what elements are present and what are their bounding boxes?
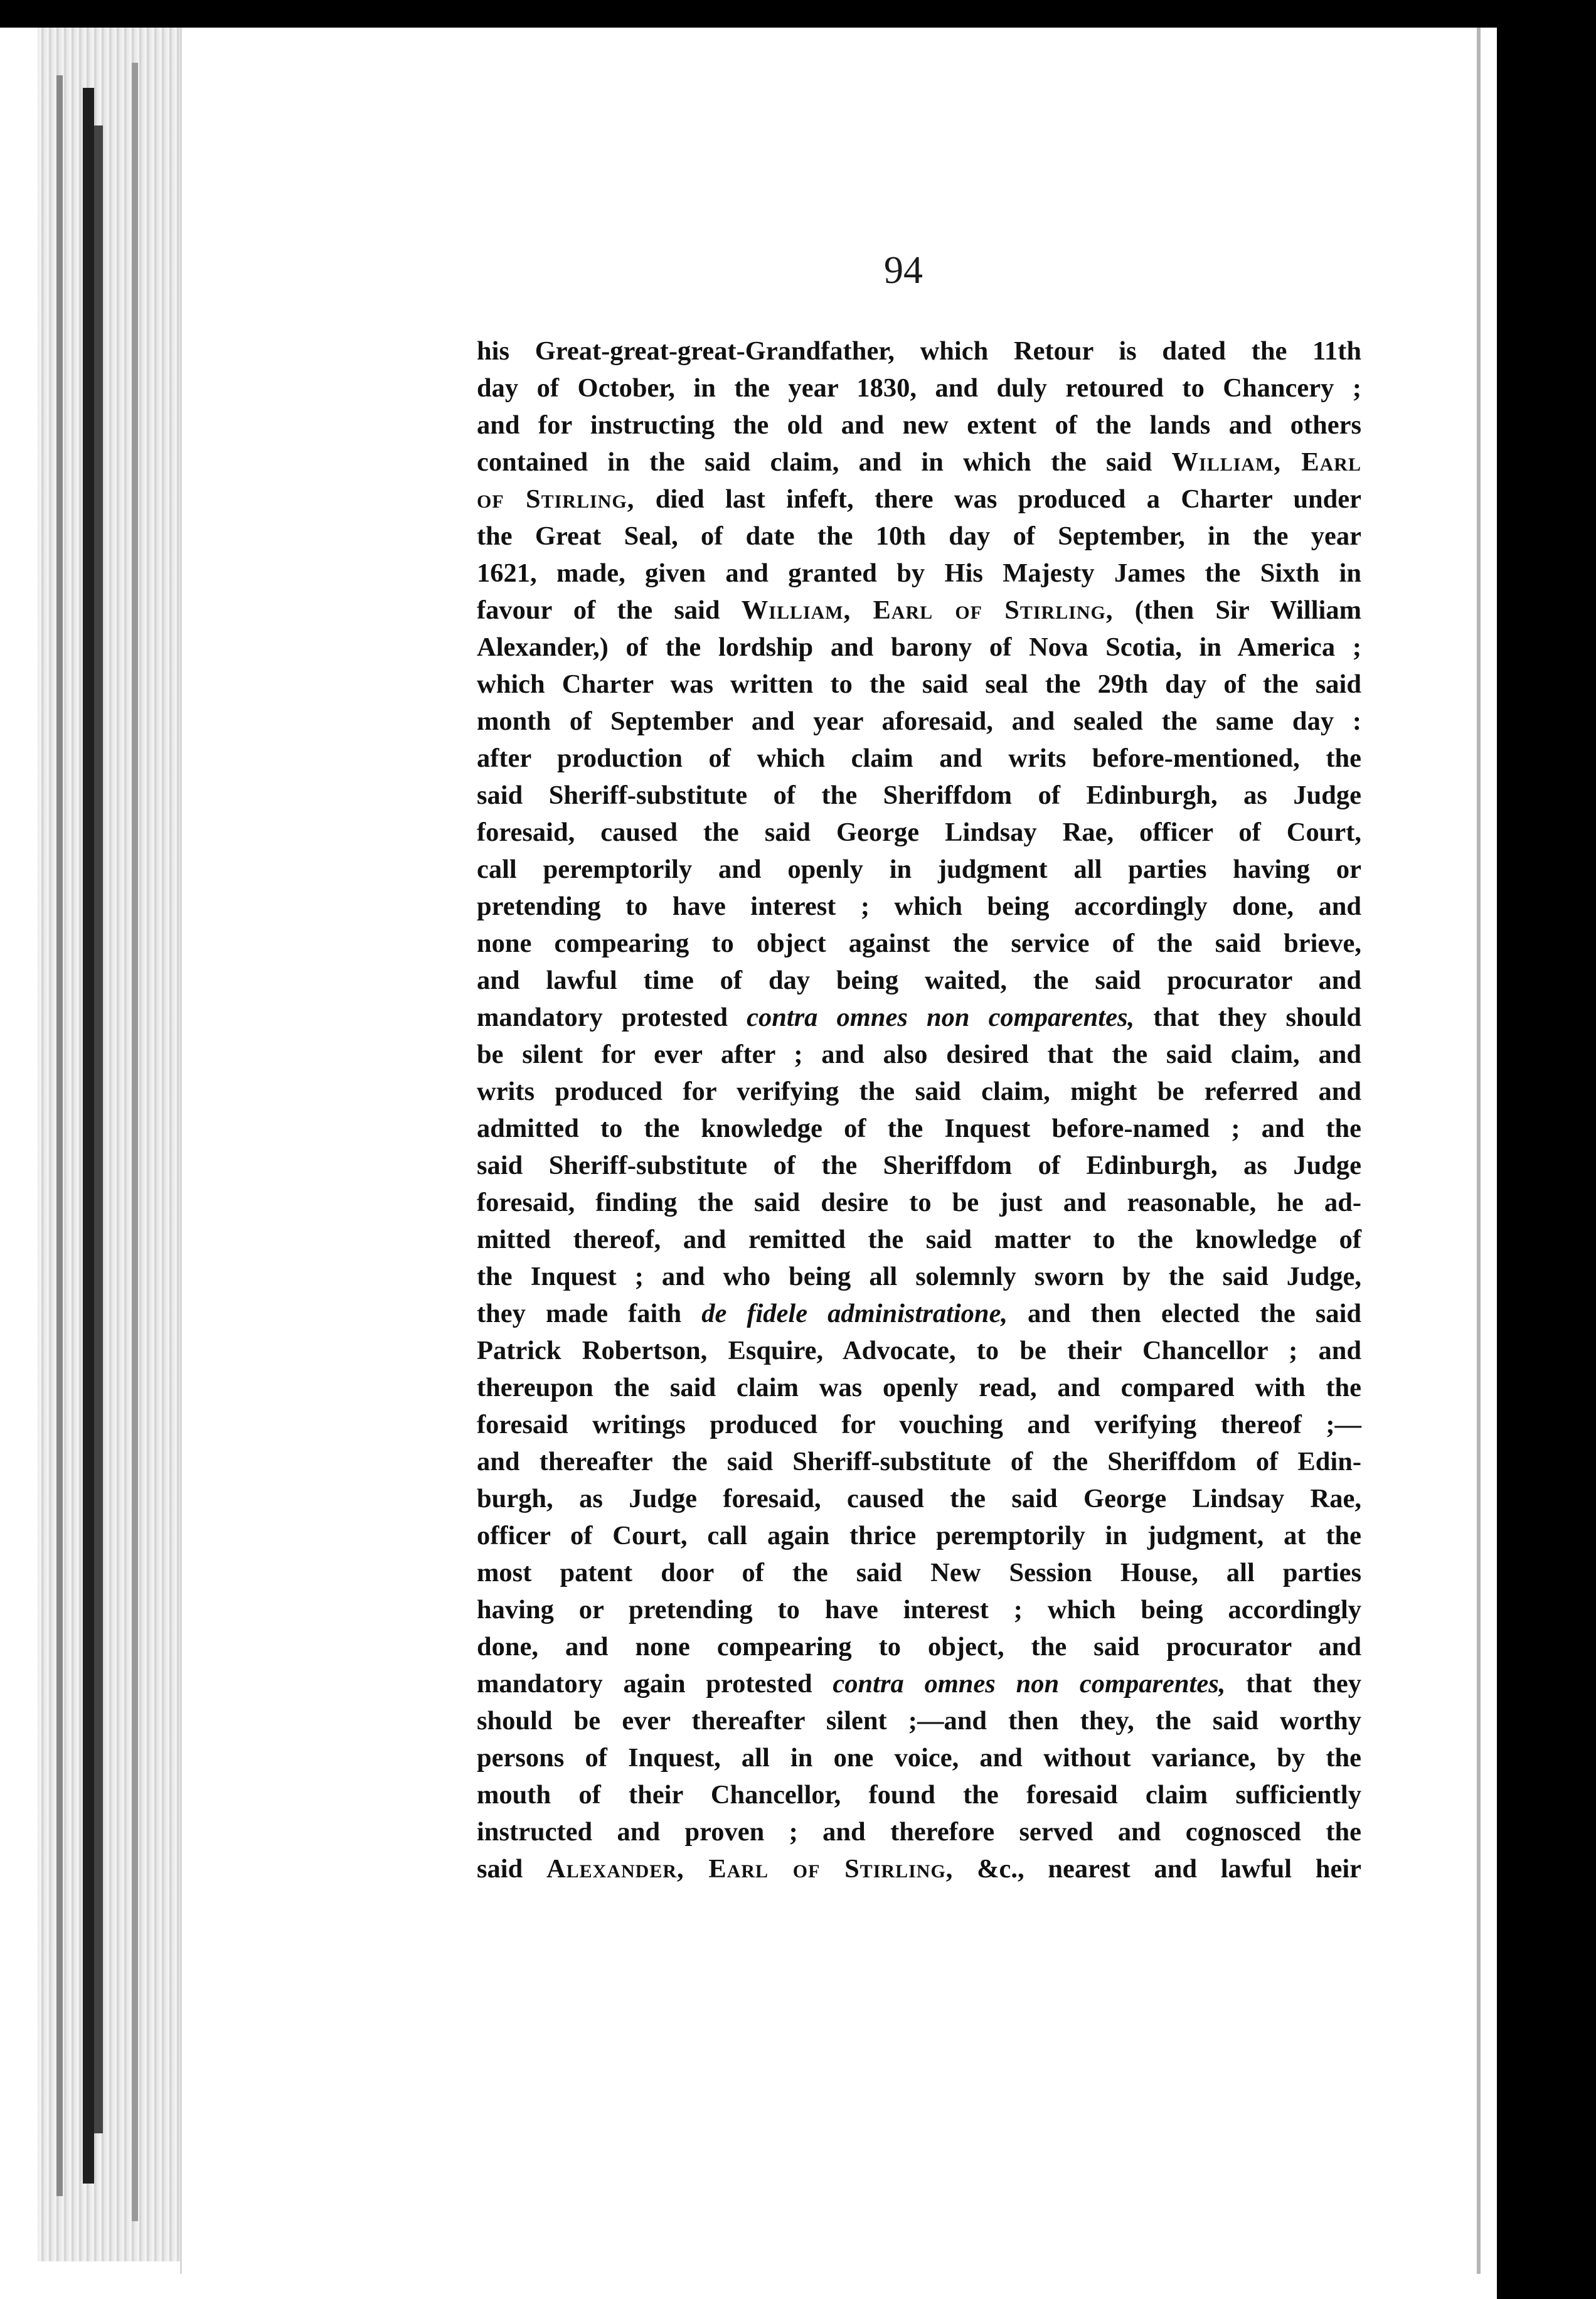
text-segment: that they should <box>1134 1003 1362 1032</box>
text-segment: foresaid, finding the said desire to be just and reasonable, he ad- <box>477 1188 1361 1217</box>
text-segment: the Inquest ; and who being all solemnly sworn by the said Judge, <box>477 1262 1361 1291</box>
text-segment: mouth of their Chancellor, found the foresaid claim sufficiently <box>477 1780 1361 1810</box>
text-line <box>477 1406 1361 1443</box>
text-segment: done, and none compearing to object, the said procurator and <box>477 1632 1361 1662</box>
text-line <box>477 1591 1361 1628</box>
text-line <box>477 555 1361 592</box>
text-line <box>477 1665 1361 1702</box>
text-segment: said Sheriff-substitute of the Sheriffdom of Edinburgh, as Judge <box>477 1151 1361 1180</box>
scan-border-right <box>1496 28 1596 2299</box>
text-segment: thereupon the said claim was openly read, and compared with the <box>477 1373 1361 1402</box>
text-segment: and thereafter the said Sheriff-substitute of the Sheriffdom of Edin- <box>477 1447 1361 1476</box>
text-line <box>477 370 1361 407</box>
text-line <box>477 1369 1361 1406</box>
text-segment: that they <box>1225 1669 1361 1699</box>
page-edge-shadow <box>56 75 63 2196</box>
text-segment: month of September and year aforesaid, and sealed the same day : <box>477 707 1361 736</box>
text-segment: which Charter was written to the said seal the 29th day of the said <box>477 669 1361 699</box>
text-segment: William, Earl <box>1171 447 1361 477</box>
text-segment: contra omnes non comparentes, <box>747 1003 1135 1032</box>
body-text <box>477 333 1361 1887</box>
text-line <box>477 1517 1361 1554</box>
text-segment: Patrick Robertson, Esquire, Advocate, to be their Chancellor ; and <box>477 1336 1361 1365</box>
text-segment: none compearing to object against the service of the said brieve, <box>477 929 1361 958</box>
text-segment: mitted thereof, and remitted the said matter to the knowledge of <box>477 1225 1361 1254</box>
text-line <box>477 666 1361 703</box>
text-segment: day of October, in the year 1830, and duly retoured to Chancery ; <box>477 373 1361 403</box>
text-segment: should be ever thereafter silent ;—and then they, the said worthy <box>477 1706 1361 1736</box>
text-line <box>477 592 1361 629</box>
text-segment: mandatory again protested <box>477 1669 833 1699</box>
text-line <box>477 1073 1361 1110</box>
text-line <box>477 407 1361 444</box>
text-segment: and lawful time of day being waited, the said procurator and <box>477 966 1361 995</box>
text-line <box>477 1332 1361 1369</box>
text-segment: call peremptorily and openly in judgment all parties having or <box>477 855 1361 884</box>
text-segment: they made faith <box>477 1299 702 1328</box>
page-gap <box>1492 28 1497 2299</box>
text-segment: favour of the said <box>477 595 742 625</box>
text-line <box>477 444 1361 481</box>
page-edge-shadow <box>83 88 94 2184</box>
text-line <box>477 1443 1361 1480</box>
text-line <box>477 1036 1361 1073</box>
text-segment: his Great-great-great-Grandfather, which Retour is dated the 11th <box>477 336 1361 366</box>
text-segment: said Sheriff-substitute of the Sheriffdom of Edinburgh, as Judge <box>477 781 1361 810</box>
text-segment: pretending to have interest ; which being accordingly done, and <box>477 892 1361 921</box>
text-segment: Alexander,) of the lordship and barony of Nova Scotia, in America ; <box>477 632 1361 662</box>
text-segment: said <box>477 1854 546 1884</box>
text-segment: instructed and proven ; and therefore served and cognosced the <box>477 1817 1361 1847</box>
text-line <box>477 1295 1361 1332</box>
text-line <box>477 1850 1361 1887</box>
text-segment: contra omnes non comparentes, <box>833 1669 1226 1699</box>
text-segment: of Stirling, <box>477 484 635 514</box>
text-line <box>477 1480 1361 1517</box>
text-line <box>477 703 1361 740</box>
text-line <box>477 814 1361 851</box>
text-segment: 1621, made, given and granted by His Majesty James the Sixth in <box>477 558 1361 588</box>
text-segment: burgh, as Judge foresaid, caused the said George Lindsay Rae, <box>477 1484 1361 1513</box>
text-segment: &c., nearest and lawful heir <box>953 1854 1361 1884</box>
text-segment: William, Earl of Stirling, <box>741 595 1114 625</box>
page-edge-shadow <box>94 125 103 2133</box>
text-line <box>477 851 1361 888</box>
text-line <box>477 1628 1361 1665</box>
text-line <box>477 1813 1361 1850</box>
text-segment: and for instructing the old and new extent of the lands and others <box>477 410 1361 440</box>
text-line <box>477 1258 1361 1295</box>
text-line <box>477 1110 1361 1147</box>
text-segment: de fidele administratione, <box>701 1299 1008 1328</box>
text-segment: after production of which claim and writs before-mentioned, the <box>477 744 1361 773</box>
text-line <box>477 1776 1361 1813</box>
text-line <box>477 962 1361 999</box>
text-segment: and then elected the said <box>1008 1299 1362 1328</box>
text-segment: be silent for ever after ; and also desired that the said claim, and <box>477 1040 1361 1069</box>
text-segment: writs produced for verifying the said claim, might be referred and <box>477 1077 1361 1106</box>
text-segment: foresaid writings produced for vouching and verifying thereof ;— <box>477 1410 1361 1439</box>
text-line <box>477 518 1361 555</box>
text-segment: persons of Inquest, all in one voice, and without variance, by the <box>477 1743 1361 1773</box>
text-segment: (then Sir William <box>1113 595 1361 625</box>
text-line <box>477 481 1361 518</box>
text-line <box>477 629 1361 666</box>
text-line <box>477 777 1361 814</box>
text-segment: mandatory protested <box>477 1003 747 1032</box>
page-number: 94 <box>884 249 923 292</box>
text-segment: died last infeft, there was produced a Charter under <box>634 484 1361 514</box>
text-segment: contained in the said claim, and in which the said <box>477 447 1172 477</box>
text-line <box>477 1702 1361 1739</box>
text-line <box>477 925 1361 962</box>
page-edge-shadow <box>132 63 138 2221</box>
text-segment: Alexander, Earl of Stirling, <box>546 1854 954 1884</box>
scan-border-top <box>0 0 1596 28</box>
text-line <box>477 740 1361 777</box>
text-line <box>477 999 1361 1036</box>
text-line <box>477 1184 1361 1221</box>
text-line <box>477 888 1361 925</box>
text-segment: officer of Court, call again thrice peremptorily in judgment, at the <box>477 1521 1361 1550</box>
text-segment: having or pretending to have interest ; which being accordingly <box>477 1595 1361 1624</box>
text-segment: foresaid, caused the said George Lindsay Rae, officer of Court, <box>477 818 1361 847</box>
text-segment: admitted to the knowledge of the Inquest before-named ; and the <box>477 1114 1361 1143</box>
text-line <box>477 1147 1361 1184</box>
text-segment: most patent door of the said New Session House, all parties <box>477 1558 1361 1587</box>
text-line <box>477 1554 1361 1591</box>
text-line <box>477 1221 1361 1258</box>
text-line <box>477 333 1361 370</box>
text-line <box>477 1739 1361 1776</box>
text-segment: the Great Seal, of date the 10th day of September, in the year <box>477 521 1361 551</box>
